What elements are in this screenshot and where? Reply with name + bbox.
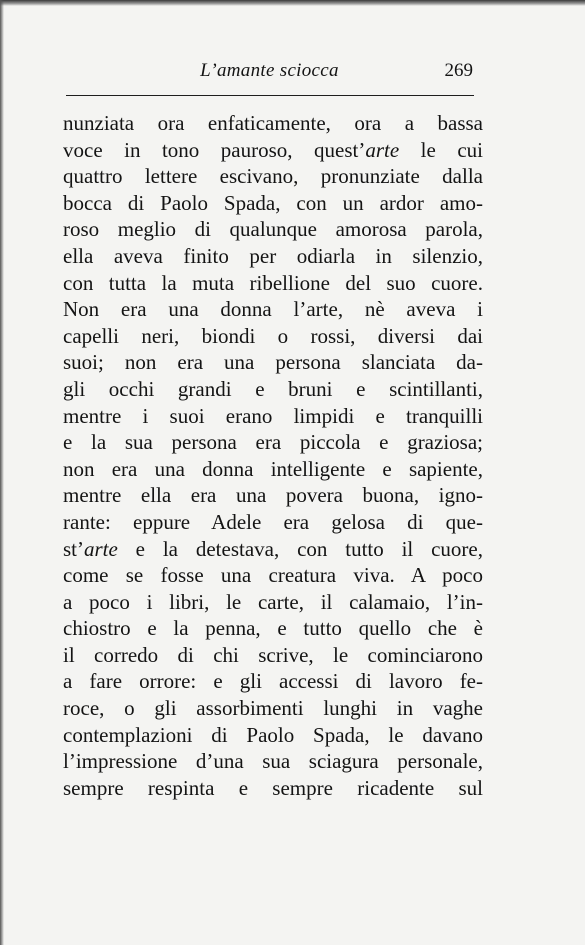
text-line [63, 482, 483, 509]
text-line [63, 722, 483, 749]
text-line [63, 429, 483, 456]
text-segment: capelli neri, biondi o rossi, diversi dai [63, 323, 483, 348]
text-segment: bocca di Paolo Spada, con un ardor amo- [63, 190, 483, 215]
running-head [63, 58, 476, 88]
text-segment: contemplazioni di Paolo Spada, le davano [63, 722, 483, 747]
text-line [63, 349, 483, 376]
text-line [63, 589, 483, 616]
text-segment: l’impressione d’una sua sciagura personale, [63, 749, 483, 774]
text-segment: suoi; non era una persona slanciata da- [63, 350, 483, 375]
text-line [63, 509, 483, 536]
text-segment: st’ [63, 536, 84, 561]
italic-word: arte [365, 137, 400, 162]
text-segment: non era una donna intelligente e sapiente, [63, 456, 483, 481]
text-segment: mentre ella era una povera buona, igno- [63, 483, 483, 508]
page-top-edge-shadow [0, 0, 585, 6]
header-rule [66, 95, 474, 96]
text-segment: gli occhi grandi e bruni e scintillanti, [63, 376, 483, 401]
text-segment: chiostro e la penna, e tutto quello che è [63, 616, 483, 641]
text-segment: a fare orrore: e gli accessi di lavoro fe- [63, 669, 483, 694]
text-segment: sempre respinta e sempre ricadente sul [63, 775, 483, 800]
text-line [63, 163, 483, 190]
text-segment: roce, o gli assorbimenti lunghi in vaghe [63, 696, 483, 721]
text-segment: a poco i libri, le carte, il calamaio, l’in- [63, 589, 483, 614]
text-segment: ella aveva finito per odiarla in silenzio, [63, 243, 483, 268]
text-line [63, 536, 483, 563]
text-line [63, 376, 483, 403]
body-text [63, 110, 483, 801]
text-line [63, 243, 483, 270]
text-line [63, 270, 483, 297]
text-line [63, 562, 483, 589]
running-title: L’amante sciocca [200, 60, 339, 81]
text-line [63, 695, 483, 722]
text-segment: e la sua persona era piccola e graziosa; [63, 430, 483, 455]
text-line [63, 668, 483, 695]
text-line [63, 190, 483, 217]
text-segment: rante: eppure Adele era gelosa di que- [63, 509, 483, 534]
text-segment: il corredo di chi scrive, le cominciarono [63, 642, 483, 667]
text-line [63, 615, 483, 642]
page-left-edge-shadow [0, 0, 4, 945]
text-segment: nunziata ora enfaticamente, ora a bassa [63, 111, 483, 135]
italic-word: arte [84, 536, 118, 561]
text-line [63, 110, 483, 137]
text-segment: Non era una donna l’arte, nè aveva i [63, 297, 483, 322]
text-line [63, 296, 483, 323]
text-segment: come se fosse una creatura viva. A poco [63, 563, 483, 588]
text-segment: voce in tono pauroso, quest’ [63, 137, 366, 162]
text-segment: con tutta la muta ribellione del suo cuore. [63, 270, 483, 295]
text-line [63, 323, 483, 350]
page-number: 269 [444, 60, 473, 81]
text-line [63, 216, 483, 243]
text-line [63, 456, 483, 483]
text-segment: quattro lettere escivano, pronunziate dalla [63, 164, 483, 189]
text-line [63, 403, 483, 430]
text-segment: e la detestava, con tutto il cuore, [117, 536, 483, 561]
text-line [63, 775, 483, 802]
text-segment: roso meglio di qualunque amorosa parola, [63, 217, 483, 242]
text-segment: mentre i suoi erano limpidi e tranquilli [63, 403, 483, 428]
text-line [63, 137, 483, 164]
text-line [63, 642, 483, 669]
text-line [63, 748, 483, 775]
text-segment: le cui [399, 137, 483, 162]
